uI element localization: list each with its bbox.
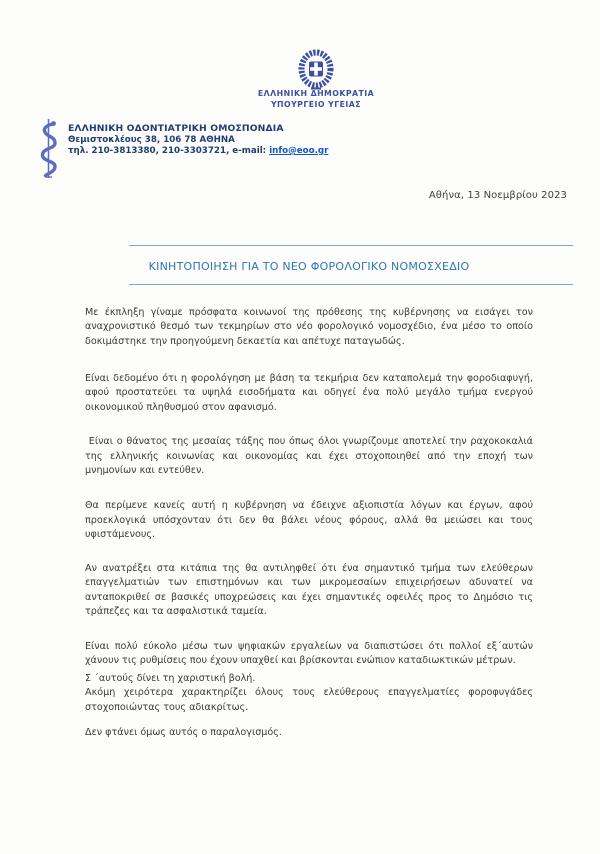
body-paragraph: Σ ΄αυτούς δίνει τη χαριστική βολή. [85, 672, 256, 684]
date-line: Αθήνα, 13 Νοεμβρίου 2023 [428, 190, 567, 201]
org-phones: τηλ. 210-3813380, 210-3303721, e-mail: [68, 146, 270, 156]
body-paragraph: Αν ανατρέξει στα κιτάπια της θα αντιληφθεί ότι ένα σημαντικό τμήμα των ελεύθερων επαγγελματιών των επιστημόνων και των μικρομεσαίων επιχειρήσεων αδυνατεί να ανταποκριθεί σε βασικές υποχρεώσεις και έχει σημαντικές οφειλές προς το Δημόσιο τις τράπεζες και τα ασφαλιστικά ταμεία. [85, 562, 533, 618]
greek-emblem-icon [294, 47, 338, 95]
subject-top-rule [129, 245, 573, 246]
subject-bottom-rule [129, 284, 573, 285]
emblem-caption-line1: ΕΛΛΗΝΙΚΗ ΔΗΜΟΚΡΑΤΙΑ [257, 89, 375, 98]
body-paragraph: Ακόμη χειρότερα χαρακτηρίζει όλους τους ελεύθερους επαγγελματίες φοροφυγάδες στοχοποιώντας τους αδιακρίτως. [85, 687, 533, 713]
body-paragraph: Δεν φτάνει όμως αυτός ο παραλογισμός. [85, 727, 282, 739]
body-paragraph: Είναι πολύ εύκολο μέσω των ψηφιακών εργαλείων να διαπιστώσει ότι πολλοί εξ΄αυτών χάνουν τις ρυθμίσεις που έχουν υπαχθεί και βρίσκονται ενώπιον καταδιωκτικών μέτρων. [85, 641, 533, 667]
letter-body [85, 306, 533, 740]
subject-title: ΚΙΝΗΤΟΠΟΙΗΣΗ ΓΙΑ ΤΟ ΝΕΟ ΦΟΡΟΛΟΓΙΚΟ ΝΟΜΟΣΧΕΔΙΟ [148, 260, 470, 273]
body-paragraph: Με έκπληξη γίναμε πρόσφατα κοινωνοί της πρόθεσης της κυβέρνησης να εισάγει τον αναχρονιστικό θεσμό των τεκμηρίων στο νέο φορολογικό νομοσχέδιο, ένα μέσο το οποίο δοκιμάστηκε την προηγούμενη δεκαετία και απέτυχε παταγωδώς. [85, 307, 533, 347]
emblem-caption [216, 89, 416, 110]
email-link[interactable]: info@eoo.gr [269, 146, 329, 156]
body-paragraph: Είναι ο θάνατος της μεσαίας τάξης που όπως όλοι γνωρίζουμε αποτελεί την ραχοκοκαλιά της ελληνικής κοινωνίας και οικονομίας και έχει στοχοποιηθεί από την εποχή των μνημονίων και εντεύθεν. [85, 436, 533, 477]
letterhead [68, 123, 398, 158]
org-name: ΕΛΛΗΝΙΚΗ ΟΔΟΝΤΙΑΤΡΙΚΗ ΟΜΟΣΠΟΝΔΙΑ [68, 123, 284, 134]
body-paragraph: Θα περίμενε κανείς αυτή η κυβέρνηση να έδειχνε αξιοπιστία λόγων και έργων, αφού προεκλογικά υπόσχονταν ότι δεν θα βάλει νέους φόρους, αλλά θα μειώσει και τους υφιστάμενους. [85, 500, 533, 540]
emblem-caption-line2: ΥΠΟΥΡΓΕΙΟ ΥΓΕΙΑΣ [270, 99, 362, 109]
org-contact-line [68, 146, 398, 158]
caduceus-icon [36, 117, 62, 181]
org-address: Θεμιστοκλέους 38, 106 78 ΑΘΗΝΑ [68, 134, 235, 145]
body-paragraph: Είναι δεδομένο ότι η φορολόγηση με βάση τα τεκμήρια δεν καταπολεμά την φοροδιαφυγή, αφού προστατεύει τα υψηλά εισοδήματα και οδηγεί ένα πολύ μεγάλο τμήμα ενεργού οικονομικού πληθυσμού στον αφανισμό. [85, 372, 533, 413]
